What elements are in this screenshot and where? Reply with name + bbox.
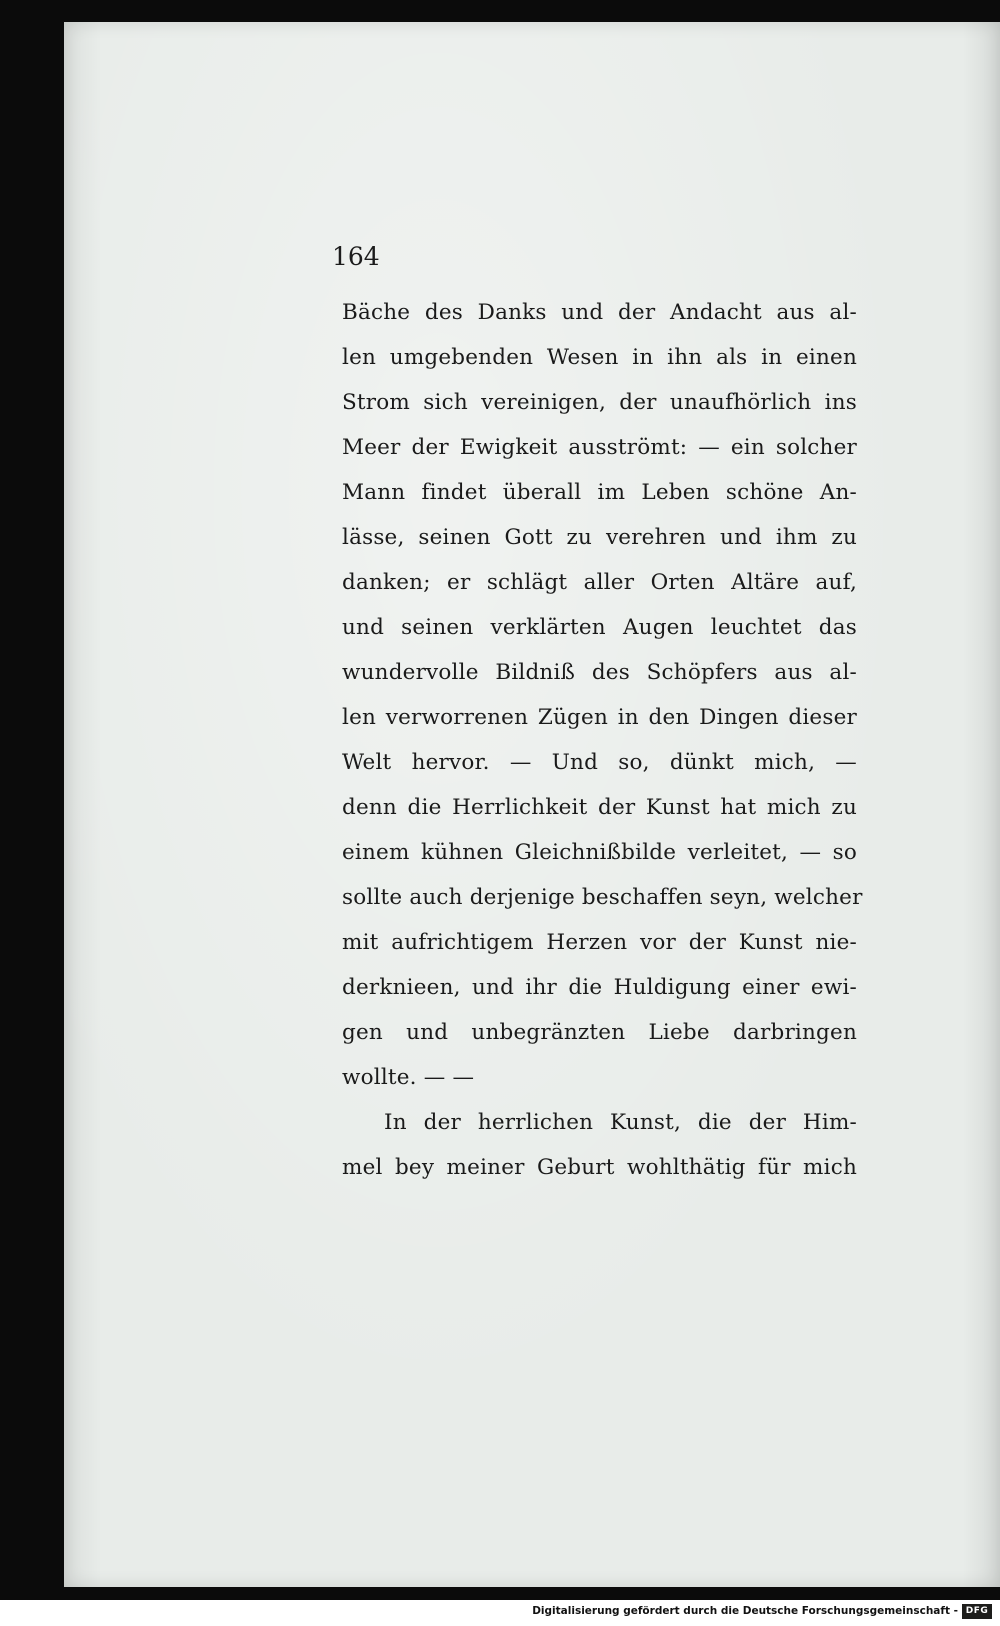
text-line: mit aufrichtigem Herzen vor der Kunst nie- bbox=[342, 930, 857, 955]
dfg-logo-icon: DFG bbox=[962, 1604, 992, 1619]
text-line: Meer der Ewigkeit ausströmt: — ein solcher bbox=[342, 435, 857, 460]
text-line: sollte auch derjenige beschaffen seyn, welcher bbox=[342, 885, 863, 910]
text-line: und seinen verklärten Augen leuchtet das bbox=[342, 615, 857, 640]
text-line: derknieen, und ihr die Huldigung einer ewi- bbox=[342, 975, 857, 1000]
text-line: len umgebenden Wesen in ihn als in einen bbox=[342, 345, 857, 370]
text-line: Mann findet überall im Leben schöne An- bbox=[342, 480, 857, 505]
text-line: Bäche des Danks und der Andacht aus al- bbox=[342, 300, 857, 325]
funding-notice: Digitalisierung gefördert durch die Deutsche Forschungsgemeinschaft - bbox=[532, 1605, 958, 1617]
digitization-footer bbox=[0, 1600, 1000, 1626]
text-line: Strom sich vereinigen, der unaufhörlich ins bbox=[342, 390, 857, 415]
text-line: danken; er schlägt aller Orten Altäre auf, bbox=[342, 570, 857, 595]
text-line: Welt hervor. — Und so, dünkt mich, — bbox=[342, 750, 857, 775]
text-line: len verworrenen Zügen in den Dingen dieser bbox=[342, 705, 857, 730]
text-line: denn die Herrlichkeit der Kunst hat mich zu bbox=[342, 795, 857, 820]
text-line: einem kühnen Gleichnißbilde verleitet, — so bbox=[342, 840, 857, 865]
text-line: lässe, seinen Gott zu verehren und ihm zu bbox=[342, 525, 857, 550]
page-body-text bbox=[342, 290, 863, 1190]
text-line: In der herrlichen Kunst, die der Him- bbox=[384, 1110, 857, 1135]
text-line: wundervolle Bildniß des Schöpfers aus al- bbox=[342, 660, 857, 685]
text-line: gen und unbegränzten Liebe darbringen bbox=[342, 1020, 857, 1045]
text-line: mel bey meiner Geburt wohlthätig für mich bbox=[342, 1155, 857, 1180]
page-number: 164 bbox=[332, 242, 380, 271]
text-line: wollte. — — bbox=[342, 1065, 475, 1090]
